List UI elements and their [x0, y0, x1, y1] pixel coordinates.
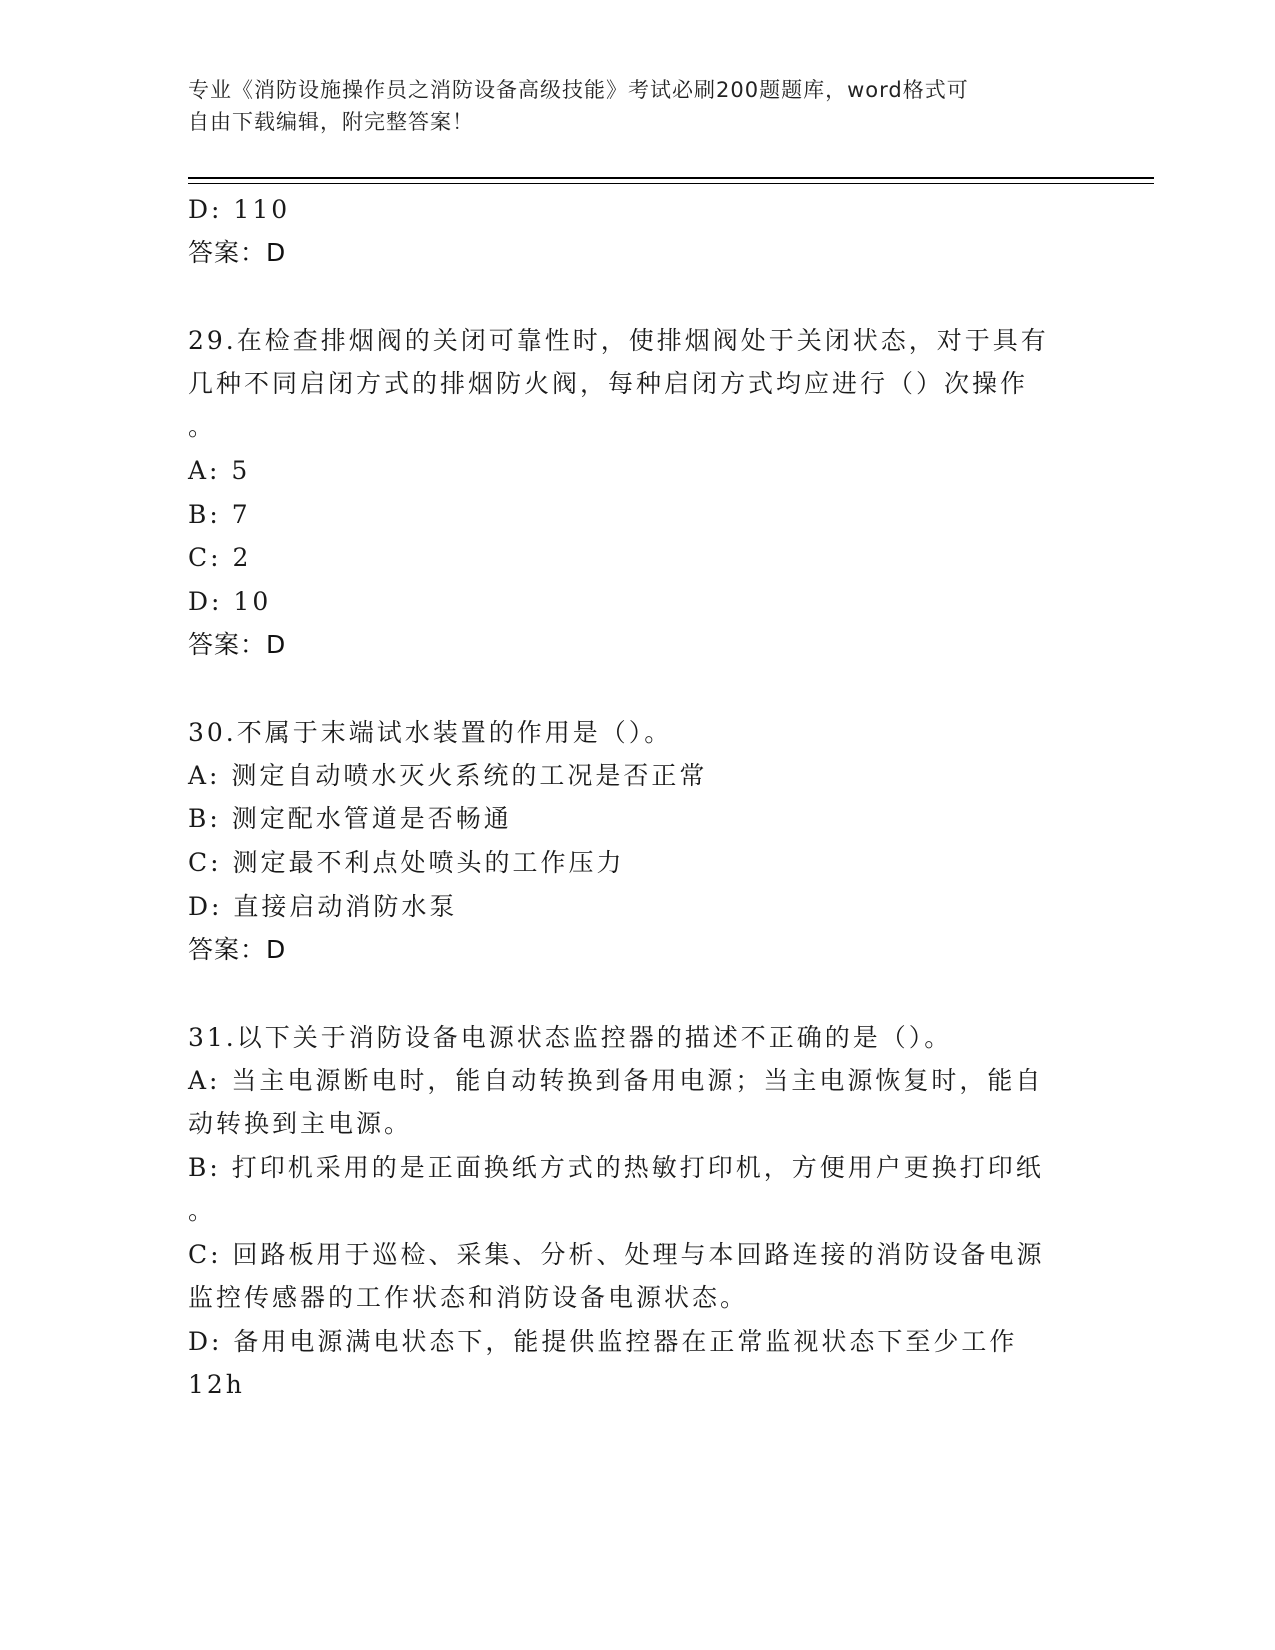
- q31-option-b-line-1: B: 打印机采用的是正面换纸方式的热敏打印机，方便用户更换打印纸: [188, 1153, 1044, 1182]
- header-title-line-2: 自由下载编辑，附完整答案！: [188, 110, 474, 134]
- q29-stem-line-1: 29.在检查排烟阀的关闭可靠性时，使排烟阀处于关闭状态，对于具有: [188, 326, 1049, 355]
- q30-option-b: B: 测定配水管道是否畅通: [188, 804, 512, 833]
- q31-option-d-line-1: D: 备用电源满电状态下，能提供监控器在正常监视状态下至少工作: [188, 1327, 1018, 1356]
- q31-option-a-line-2: 动转换到主电源。: [188, 1109, 413, 1138]
- q29-option-d: D: 10: [188, 587, 272, 616]
- q31-option-d-line-2: 12h: [188, 1370, 245, 1399]
- prev-question-option-d: D: 110: [188, 195, 291, 224]
- q29-answer: 答案：D: [188, 630, 287, 659]
- q29-stem-line-2: 几种不同启闭方式的排烟防火阀，每种启闭方式均应进行（）次操作: [188, 369, 1029, 398]
- prev-question-answer: 答案：D: [188, 238, 287, 267]
- q29-stem-line-3: 。: [188, 412, 217, 441]
- q30-option-d: D: 直接启动消防水泵: [188, 892, 458, 921]
- header-divider-thick: [188, 177, 1154, 179]
- q31-option-b-line-2: 。: [188, 1196, 217, 1225]
- q29-option-a: A: 5: [188, 456, 251, 485]
- header-title-line-1: 专业《消防设施操作员之消防设备高级技能》考试必刷200题题库，word格式可: [188, 78, 969, 102]
- q30-answer: 答案：D: [188, 935, 287, 964]
- q30-option-c: C: 测定最不利点处喷头的工作压力: [188, 848, 625, 877]
- document-header: [188, 74, 1078, 138]
- q30-stem: 30.不属于末端试水装置的作用是（）。: [188, 718, 673, 747]
- q30-option-a: A: 测定自动喷水灭火系统的工况是否正常: [188, 761, 708, 790]
- q31-stem: 31.以下关于消防设备电源状态监控器的描述不正确的是（）。: [188, 1023, 953, 1052]
- q29-option-b: B: 7: [188, 500, 251, 529]
- q31-option-a-line-1: A: 当主电源断电时，能自动转换到备用电源；当主电源恢复时，能自: [188, 1066, 1044, 1095]
- q31-option-c-line-2: 监控传感器的工作状态和消防设备电源状态。: [188, 1283, 749, 1312]
- q29-option-c: C: 2: [188, 543, 252, 572]
- header-divider-thin: [188, 183, 1154, 184]
- q31-option-c-line-1: C: 回路板用于巡检、采集、分析、处理与本回路连接的消防设备电源: [188, 1240, 1045, 1269]
